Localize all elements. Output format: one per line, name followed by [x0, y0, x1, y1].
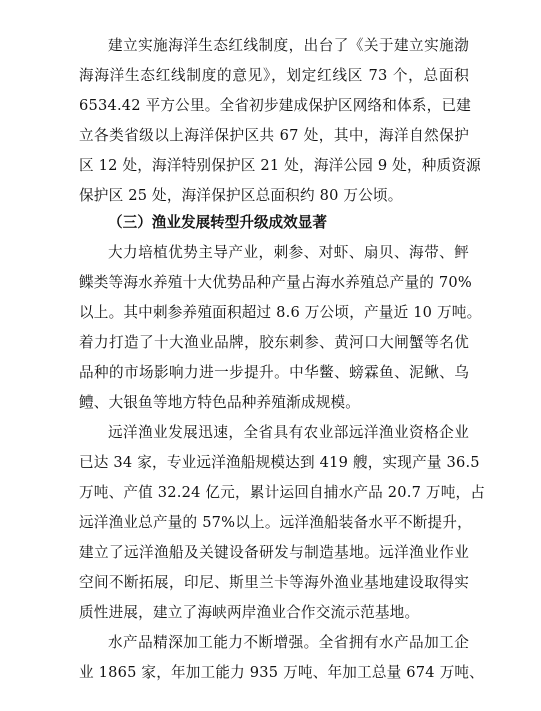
- paragraph-line: 大力培植优势主导产业，刺参、对虾、扇贝、海带、鲆: [108, 244, 469, 261]
- paragraph-line: 空间不断拓展，印尼、斯里兰卡等海外渔业基地建设取得实: [79, 574, 469, 591]
- paragraph-line: 建立实施海洋生态红线制度，出台了《关于建立实施渤: [108, 37, 469, 54]
- paragraph-line: 区 12 处，海洋特别保护区 21 处，海洋公园 9 处，种质资源: [79, 157, 481, 174]
- paragraph-line: 业 1865 家，年加工能力 935 万吨、年加工总量 674 万吨、: [79, 664, 484, 681]
- paragraph-line: 以上。其中刺参养殖面积超过 8.6 万公顷，产量近 10 万吨。: [79, 304, 482, 321]
- paragraph-line: 6534.42 平方公里。全省初步建成保护区网络和体系，已建: [79, 97, 472, 114]
- paragraph-line: 质性进展，建立了海峡两岸渔业合作交流示范基地。: [79, 604, 420, 621]
- paragraph-line: 立各类省级以上海洋保护区共 67 处，其中，海洋自然保护: [79, 127, 469, 144]
- paragraph-line: 建立了远洋渔船及关键设备研发与制造基地。远洋渔业作业: [79, 544, 469, 561]
- paragraph-line: 着力打造了十大渔业品牌，胶东刺参、黄河口大闸蟹等名优: [79, 334, 469, 351]
- paragraph-line: 海海洋生态红线制度的意见》，划定红线区 73 个，总面积: [79, 67, 469, 84]
- paragraph-line: 鳢、大银鱼等地方特色品种养殖渐成规模。: [79, 394, 361, 411]
- paragraph-line: 万吨、产值 32.24 亿元，累计运回自捕水产品 20.7 万吨，占: [79, 484, 486, 501]
- paragraph-line: 鲽类等海水养殖十大优势品种产量占海水养殖总产量的 70%: [79, 274, 472, 291]
- paragraph-line: 已达 34 家，专业远洋渔船规模达到 419 艘，实现产量 36.5: [79, 454, 480, 471]
- paragraph-line: 远洋渔业总产量的 57%以上。远洋渔船装备水平不断提升，: [79, 514, 472, 531]
- section-heading: （三）渔业发展转型升级成效显著: [108, 214, 327, 231]
- paragraph-line: 水产品精深加工能力不断增强。全省拥有水产品加工企: [108, 634, 469, 651]
- paragraph-line: 远洋渔业发展迅速，全省具有农业部远洋渔业资格企业: [108, 424, 469, 441]
- paragraph-line: 品种的市场影响力进一步提升。中华鳖、螃霖鱼、泥鳅、乌: [79, 364, 469, 381]
- paragraph-line: 保护区 25 处，海洋保护区总面积约 80 万公顷。: [79, 187, 403, 204]
